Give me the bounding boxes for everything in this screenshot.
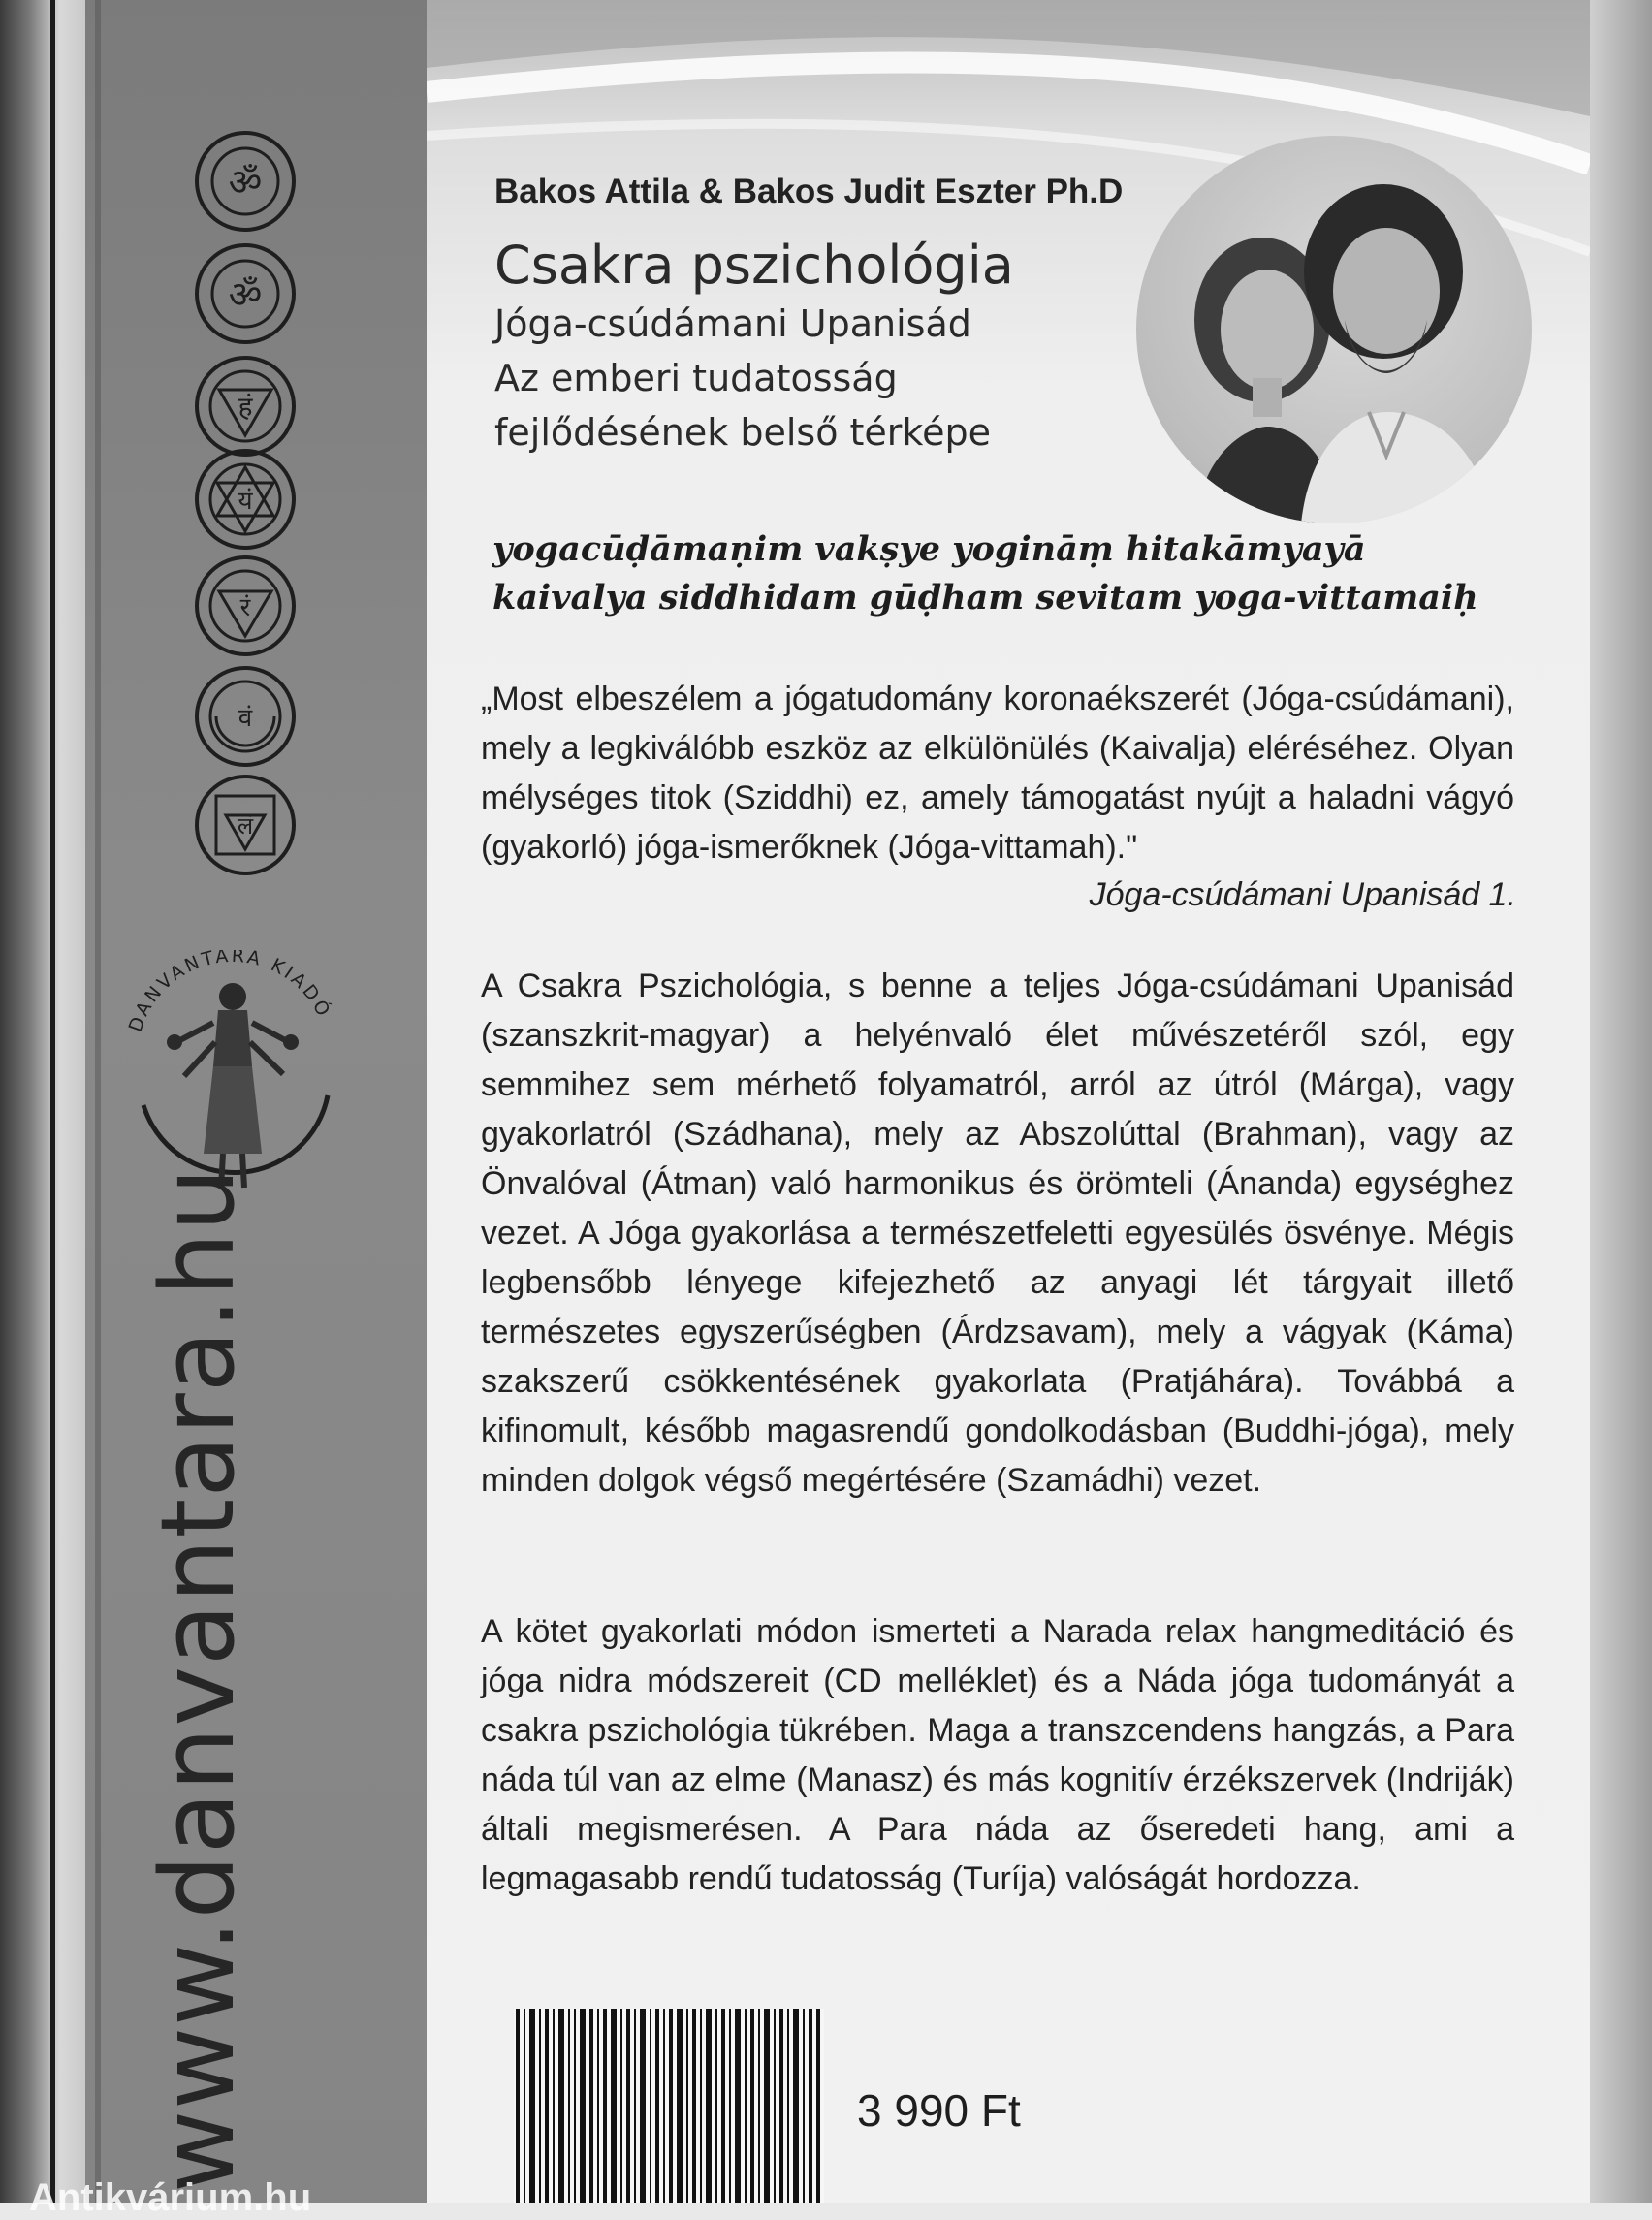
band-stripe <box>95 0 101 2203</box>
book-edge <box>0 0 85 2203</box>
quote-source: Jóga-csúdámani Upanisád 1. <box>1089 876 1516 913</box>
author-portrait <box>1136 136 1532 523</box>
sanskrit-verse-line: yogacūḍāmaṇim vakṣye yogināṃ hitakāmyayā <box>492 529 1366 569</box>
chakra-sacral-icon: वं <box>192 663 299 770</box>
subtitle-line: fejlődésének belső térképe <box>494 411 991 454</box>
watermark: Antikvárium.hu <box>29 2176 312 2219</box>
body-paragraph-2: A kötet gyakorlati módon ismerteti a Narada relax hangmeditáció és jóga nidra módszereit (CD melléklet) és a Náda jóga tudományát a csakra pszichológia tükrében. Maga a transzcendens hangzás, a Para náda túl van az elme (Manasz) és más kognitív érzékszervek (Indriják) általi megismerésen. A Para náda az őseredeti hang, ami a legmagasabb rendű tudatosság (Turíja) valóságát hordozza. <box>481 1613 1514 1897</box>
chakra-throat-icon: हं <box>192 353 299 460</box>
quote-paragraph: „Most elbeszélem a jógatudomány koronaékszerét (Jóga-csúdámani), mely a legkiválóbb eszköz az elkülönülés (Kaivalja) eléréséhez. Olyan mélységes titok (Sziddhi) ez, amely támogatást nyújt a haladni vágyó (gyakorló) jóga-ismerőknek (Jóga-vittamah)." <box>481 681 1514 866</box>
edge-line <box>50 0 55 2203</box>
chakra-heart-icon: यं <box>192 446 299 553</box>
publisher-name: DANVANTARA KIADÓ <box>124 950 335 1035</box>
barcode <box>514 2009 824 2203</box>
price: 3 990 Ft <box>857 2085 1021 2136</box>
authors: Bakos Attila & Bakos Judit Eszter Ph.D <box>494 173 1124 210</box>
chakra-crown-icon: ॐ <box>192 128 299 235</box>
chakra-root-icon: लं <box>192 772 299 878</box>
subtitle-line: Az emberi tudatosság <box>494 357 898 399</box>
right-edge <box>1590 0 1652 2203</box>
chakra-solar-plexus-icon: रं <box>192 553 299 659</box>
chakra-third-eye-icon: ॐ <box>192 240 299 347</box>
website-url: www.danvantara.hu <box>139 1166 257 2193</box>
body-paragraph-1: A Csakra Pszichológia, s benne a teljes Jóga-csúdámani Upanisád (szanszkrit-magyar) a helyénvaló élet művészetéről szól, egy semmihez sem mérhető folyamatról, arról az útról (Márga), vagy gyakorlatról (Szádhana), mely az Abszolúttal (Brahman), vagy az Önvalóval (Átman) való harmonikus és örömteli (Ánanda) egységhez vezet. A Jóga gyakorlása a természetfeletti egyesülés ösvénye. Mégis legbensőbb lényege kifejezhető az anyagi lét tárgyait illető természetes egyszerűségben (Árdzsavam), mely a vágyak (Káma) szakszerű csökkentésének gyakorlata (Pratjáhára). Továbbá a kifinomult, később magasrendű gondolkodásban (Buddhi-jóga), mely minden dolgok végső megértésére (Szamádhi) vezet. <box>481 967 1514 1499</box>
sanskrit-verse-line: kaivalya siddhidam gūḍham sevitam yoga-vittamaiḥ <box>492 578 1478 618</box>
book-title: Csakra pszichológia <box>494 235 1014 296</box>
subtitle-line: Jóga-csúdámani Upanisád <box>494 302 971 345</box>
